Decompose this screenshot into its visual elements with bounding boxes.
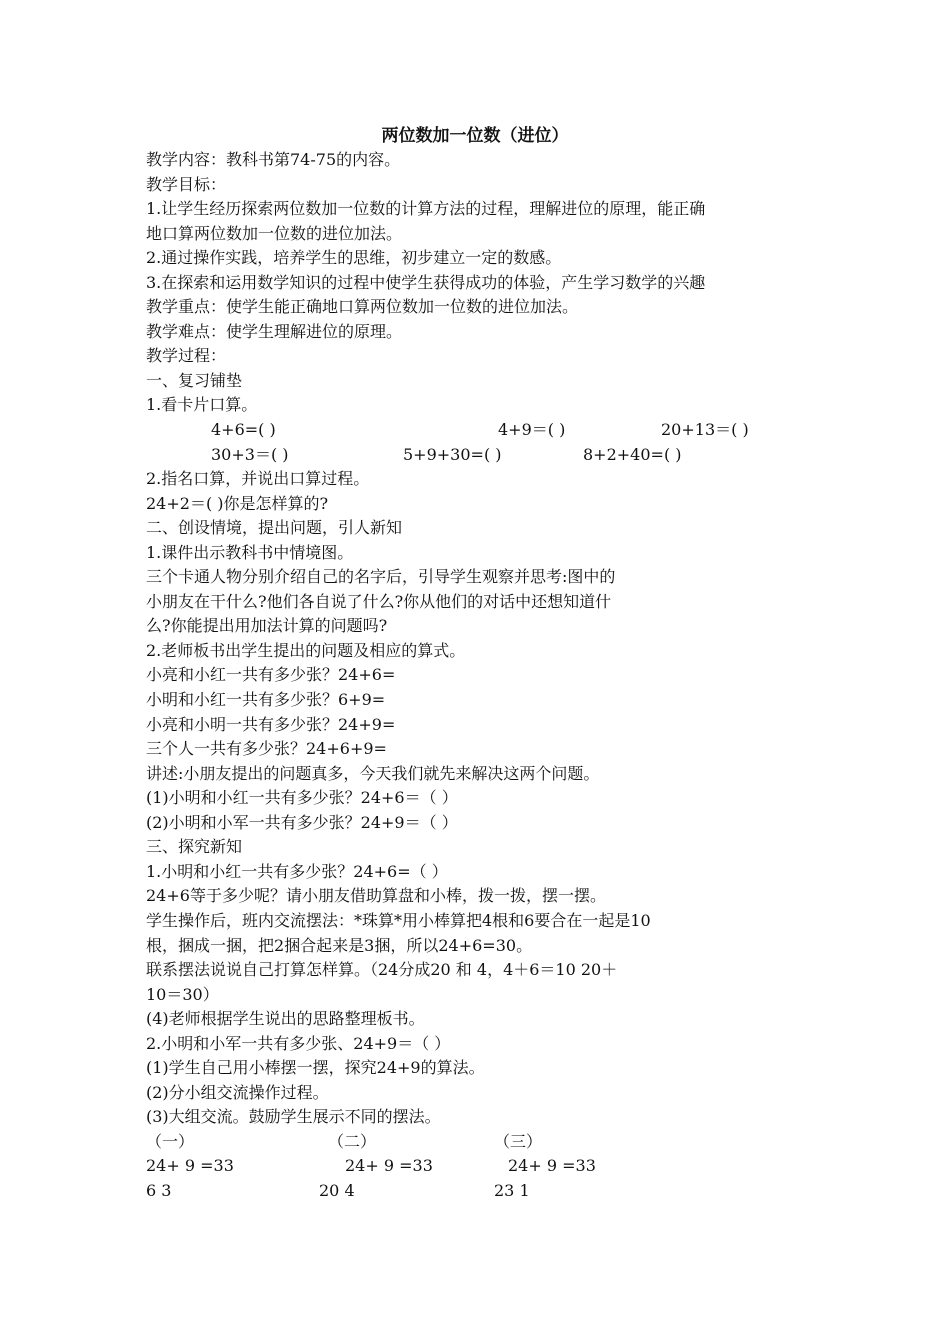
text-segment: （三） (494, 1131, 543, 1151)
text-segment: 4+9＝( ) (498, 420, 566, 440)
text-line: 1.看卡片口算。 (146, 395, 258, 415)
text-line: 小亮和小红一共有多少张？24+6= (146, 665, 396, 685)
text-line: 1.让学生经历探索两位数加一位数的计算方法的过程，理解进位的原理，能正确 (146, 199, 706, 219)
text-line: (4)老师根据学生说出的思路整理板书。 (146, 1009, 425, 1029)
text-segment: 20 4 (319, 1180, 355, 1200)
text-segment: 20+13＝( ) (661, 420, 749, 440)
text-line: 教学重点：使学生能正确地口算两位数加一位数的进位加法。 (146, 297, 579, 317)
text-line: 教学过程： (146, 346, 227, 366)
text-segment: 8+2+40=( ) (583, 444, 682, 464)
text-line: 教学目标： (146, 174, 227, 194)
text-line (146, 1179, 826, 1204)
text-line: 1.小明和小红一共有多少张？24+6=（ ） (146, 861, 448, 881)
text-line: 24+6等于多少呢？请小朋友借助算盘和小棒，拨一拨，摆一摆。 (146, 886, 606, 906)
text-line: 讲述:小朋友提出的问题真多，今天我们就先来解决这两个问题。 (146, 763, 600, 783)
text-line: 三个卡通人物分别介绍自己的名字后，引导学生观察并思考:图中的 (146, 567, 616, 587)
text-line: 2.通过操作实践，培养学生的思维，初步建立一定的数感。 (146, 248, 562, 268)
text-segment: 23 1 (494, 1180, 530, 1200)
document-body (146, 148, 826, 1204)
text-line: (2)分小组交流操作过程。 (146, 1082, 329, 1102)
text-segment: 24+ 9 =33 (508, 1156, 596, 1176)
text-line: 三、探究新知 (146, 837, 243, 857)
text-line (146, 443, 826, 468)
text-line: (2)小明和小军一共有多少张？24+9＝（ ） (146, 812, 458, 832)
text-line: 小明和小红一共有多少张？6+9= (146, 690, 386, 710)
text-line: 3.在探索和运用数学知识的过程中使学生获得成功的体验，产生学习数学的兴趣 (146, 272, 706, 292)
text-line: 10＝30） (146, 984, 219, 1004)
text-line: 小朋友在干什么?他们各自说了什么?你从他们的对话中还想知道什 (146, 591, 612, 611)
text-line: 教学难点：使学生理解进位的原理。 (146, 321, 403, 341)
text-line: 二、创设情境，提出问题，引人新知 (146, 518, 403, 538)
text-line: 地口算两位数加一位数的进位加法。 (146, 223, 403, 243)
text-line: 一、复习铺垫 (146, 370, 243, 390)
text-line: 小亮和小明一共有多少张？24+9= (146, 714, 396, 734)
text-line: (1)学生自己用小棒摆一摆，探究24+9的算法。 (146, 1058, 485, 1078)
text-segment: （二） (328, 1131, 377, 1151)
text-line: 2.指名口算，并说出口算过程。 (146, 469, 370, 489)
text-segment: 5+9+30=( ) (403, 444, 502, 464)
text-line: (1)小明和小红一共有多少张？24+6＝（ ） (146, 788, 458, 808)
text-line: 教学内容：教科书第74-75的内容。 (146, 150, 401, 169)
text-line: 1.课件出示教科书中情境图。 (146, 542, 354, 562)
text-line: 三个人一共有多少张？24+6+9= (146, 739, 387, 759)
document-title: 两位数加一位数（进位） (381, 126, 569, 146)
text-line: 学生操作后，班内交流摆法：*珠算*用小棒算把4根和6要合在一起是10 (146, 910, 651, 930)
text-segment: 4+6=( ) (211, 420, 276, 440)
text-line: 联系摆法说说自己打算怎样算。（24分成20 和 4，4＋6＝10 20＋ (146, 960, 618, 980)
text-line: 么?你能提出用加法计算的问题吗? (146, 616, 388, 636)
text-segment: 24+ 9 =33 (345, 1156, 433, 1176)
text-line: 根，捆成一捆，把2捆合起来是3捆，所以24+6=30。 (146, 935, 533, 955)
text-line: 2.老师板书出学生提出的问题及相应的算式。 (146, 640, 466, 660)
text-line: 2.小明和小军一共有多少张、24+9＝（ ） (146, 1033, 451, 1053)
text-line: (3)大组交流。鼓励学生展示不同的摆法。 (146, 1107, 441, 1127)
text-segment: 24+ 9 =33 (146, 1156, 234, 1176)
text-segment: 30+3＝( ) (211, 444, 289, 464)
text-line (146, 1154, 826, 1179)
text-line (146, 418, 826, 443)
text-line: 24+2＝( )你是怎样算的? (146, 493, 329, 513)
text-segment: （一） (146, 1131, 195, 1151)
text-line (146, 1130, 826, 1155)
text-segment: 6 3 (146, 1180, 172, 1200)
